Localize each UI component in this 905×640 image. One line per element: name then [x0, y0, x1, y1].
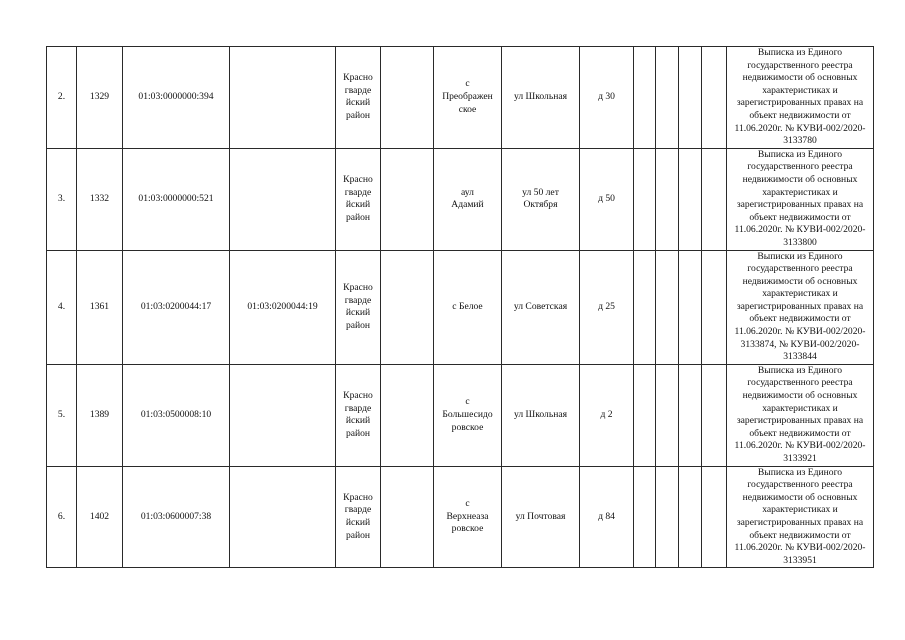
empty-cell: [381, 364, 434, 466]
district-cell: Красно гварде йский район: [336, 250, 381, 364]
empty-cell: [656, 47, 679, 149]
empty-cell: [634, 364, 656, 466]
empty-cell: [679, 250, 702, 364]
land-parcel-number-cell: [230, 148, 336, 250]
table-row: [47, 364, 874, 466]
cadastral-number-cell: 01:03:0500008:10: [123, 364, 230, 466]
cadastral-number-cell: 01:03:0000000:521: [123, 148, 230, 250]
registry-number-cell: 1332: [77, 148, 123, 250]
street-cell: ул 50 лет Октября: [502, 148, 580, 250]
empty-cell: [702, 250, 727, 364]
district-cell: Красно гварде йский район: [336, 47, 381, 149]
cadastral-number-cell: 01:03:0000000:394: [123, 47, 230, 149]
house-number-cell: д 84: [580, 466, 634, 568]
empty-cell: [702, 364, 727, 466]
table-row: [47, 466, 874, 568]
empty-cell: [679, 364, 702, 466]
settlement-cell: с Верхнеаза ровское: [434, 466, 502, 568]
registry-number-cell: 1389: [77, 364, 123, 466]
district-cell: Красно гварде йский район: [336, 148, 381, 250]
land-parcel-number-cell: [230, 466, 336, 568]
empty-cell: [381, 47, 434, 149]
empty-cell: [656, 364, 679, 466]
street-cell: ул Школьная: [502, 47, 580, 149]
empty-cell: [381, 250, 434, 364]
egrn-extract-cell: Выписки из Единого государственного реестра недвижимости об основных характеристиках и зарегистрированных правах на объект недвижимости от 11.06.2020г. № КУВИ-002/2020-3133874, № КУВИ-002/2020-3133844: [727, 250, 874, 364]
empty-cell: [702, 466, 727, 568]
empty-cell: [634, 47, 656, 149]
street-cell: ул Школьная: [502, 364, 580, 466]
empty-cell: [679, 148, 702, 250]
registry-number-cell: 1329: [77, 47, 123, 149]
empty-cell: [656, 466, 679, 568]
district-cell: Красно гварде йский район: [336, 466, 381, 568]
empty-cell: [656, 250, 679, 364]
property-registry-table: [46, 46, 874, 568]
empty-cell: [381, 148, 434, 250]
row-number-cell: 5.: [47, 364, 77, 466]
row-number-cell: 2.: [47, 47, 77, 149]
registry-number-cell: 1361: [77, 250, 123, 364]
empty-cell: [702, 148, 727, 250]
house-number-cell: д 50: [580, 148, 634, 250]
settlement-cell: с Преображен ское: [434, 47, 502, 149]
empty-cell: [702, 47, 727, 149]
egrn-extract-cell: Выписка из Единого государственного реестра недвижимости об основных характеристиках и зарегистрированных правах на объект недвижимости от 11.06.2020г. № КУВИ-002/2020-3133921: [727, 364, 874, 466]
street-cell: ул Советская: [502, 250, 580, 364]
egrn-extract-cell: Выписка из Единого государственного реестра недвижимости об основных характеристиках и зарегистрированных правах на объект недвижимости от 11.06.2020г. № КУВИ-002/2020-3133951: [727, 466, 874, 568]
row-number-cell: 3.: [47, 148, 77, 250]
empty-cell: [634, 466, 656, 568]
empty-cell: [679, 466, 702, 568]
district-cell: Красно гварде йский район: [336, 364, 381, 466]
empty-cell: [634, 250, 656, 364]
land-parcel-number-cell: [230, 47, 336, 149]
empty-cell: [381, 466, 434, 568]
house-number-cell: д 2: [580, 364, 634, 466]
land-parcel-number-cell: [230, 364, 336, 466]
table-row: [47, 148, 874, 250]
land-parcel-number-cell: 01:03:0200044:19: [230, 250, 336, 364]
house-number-cell: д 30: [580, 47, 634, 149]
registry-number-cell: 1402: [77, 466, 123, 568]
settlement-cell: с Белое: [434, 250, 502, 364]
egrn-extract-cell: Выписка из Единого государственного реестра недвижимости об основных характеристиках и зарегистрированных правах на объект недвижимости от 11.06.2020г. № КУВИ-002/2020-3133780: [727, 47, 874, 149]
empty-cell: [634, 148, 656, 250]
row-number-cell: 4.: [47, 250, 77, 364]
cadastral-number-cell: 01:03:0200044:17: [123, 250, 230, 364]
empty-cell: [679, 47, 702, 149]
table-row: [47, 47, 874, 149]
settlement-cell: с Большесидо ровское: [434, 364, 502, 466]
egrn-extract-cell: Выписка из Единого государственного реестра недвижимости об основных характеристиках и зарегистрированных правах на объект недвижимости от 11.06.2020г. № КУВИ-002/2020-3133800: [727, 148, 874, 250]
house-number-cell: д 25: [580, 250, 634, 364]
row-number-cell: 6.: [47, 466, 77, 568]
street-cell: ул Почтовая: [502, 466, 580, 568]
table-row: [47, 250, 874, 364]
cadastral-number-cell: 01:03:0600007:38: [123, 466, 230, 568]
empty-cell: [656, 148, 679, 250]
registry-table-body: [47, 47, 874, 568]
settlement-cell: аул Адамий: [434, 148, 502, 250]
